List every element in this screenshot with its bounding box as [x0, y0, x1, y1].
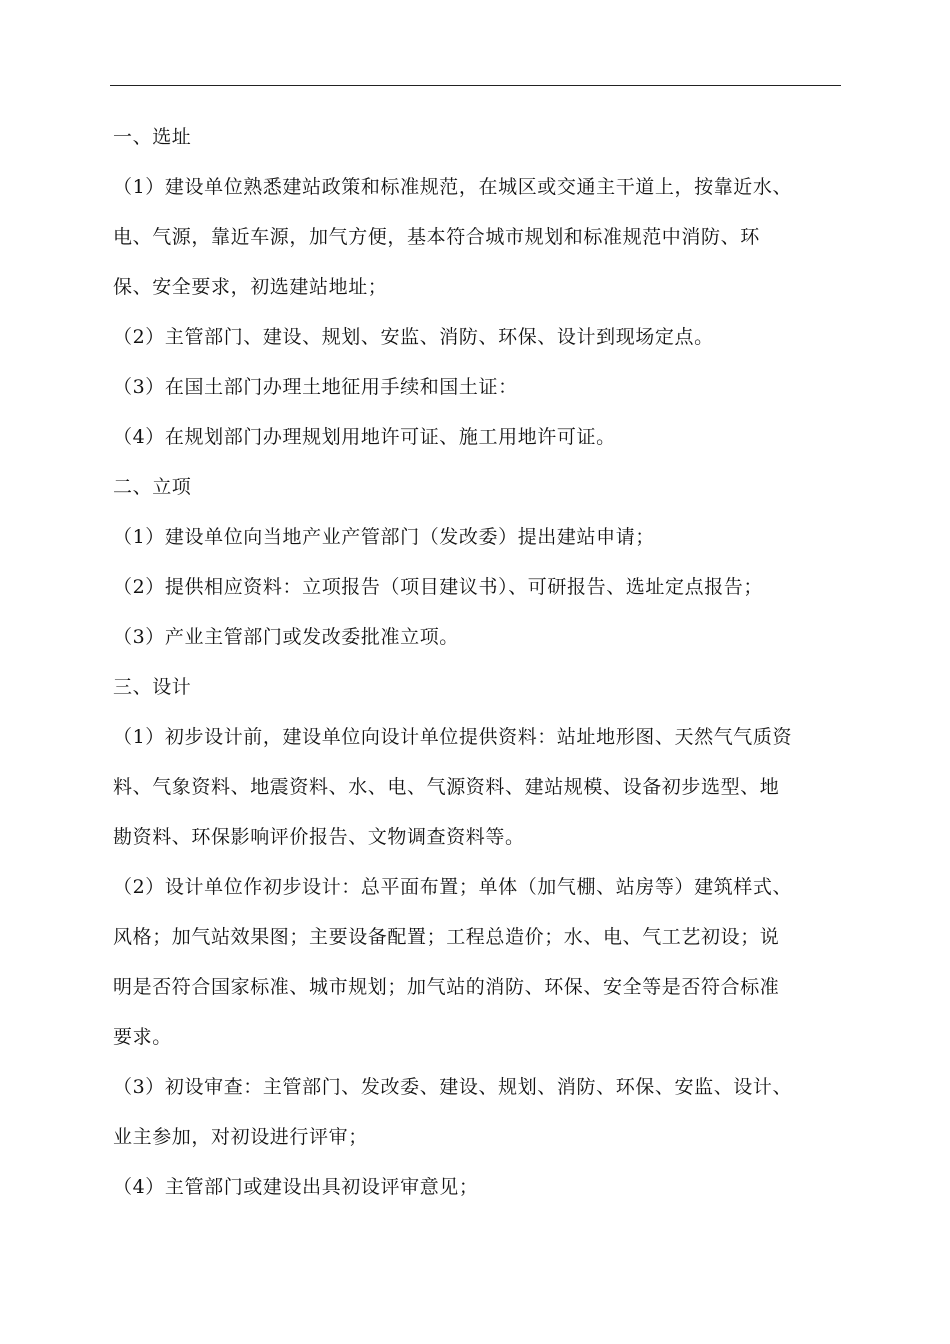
paragraph: （2）主管部门、建设、规划、安监、消防、环保、设计到现场定点。: [113, 326, 714, 348]
section-heading: 一、选址: [113, 126, 192, 148]
paragraph: （3）产业主管部门或发改委批准立项。: [113, 626, 459, 648]
paragraph: （4）主管部门或建设出具初设评审意见；: [113, 1176, 479, 1198]
section-project-approval: [113, 462, 838, 662]
paragraph: （3）初设审查：主管部门、发改委、建设、规划、消防、环保、安监、设计、 业主参加，对初设进行评审；: [113, 1076, 793, 1148]
paragraph: （4）在规划部门办理规划用地许可证、施工用地许可证。: [113, 426, 616, 448]
paragraph: （1）初步设计前，建设单位向设计单位提供资料：站址地形图、天然气气质资 料、气象资料、地震资料、水、电、气源资料、建站规模、设备初步选型、地 勘资料、环保影响评价报告、文物调查资料等。: [113, 726, 793, 848]
header-rule: [110, 85, 841, 86]
paragraph: （2）设计单位作初步设计：总平面布置；单体（加气棚、站房等）建筑样式、 风格；加气站效果图；主要设备配置；工程总造价；水、电、气工艺初设；说 明是否符合国家标准、城市规划；加气站的消防、环保、安全等是否符合标准 要求。: [113, 876, 793, 1048]
paragraph: （1）建设单位熟悉建站政策和标准规范，在城区或交通主干道上，按靠近水、 电、气源，靠近车源，加气方便，基本符合城市规划和标准规范中消防、环 保、安全要求，初选建站地址；: [113, 176, 793, 298]
section-heading: 三、设计: [113, 676, 192, 698]
document-body: [113, 112, 838, 1212]
section-site-selection: [113, 112, 838, 462]
section-heading: 二、立项: [113, 476, 192, 498]
paragraph: （3）在国土部门办理土地征用手续和国土证：: [113, 376, 518, 398]
paragraph: （2）提供相应资料：立项报告（项目建议书）、可研报告、选址定点报告；: [113, 576, 763, 598]
paragraph: （1）建设单位向当地产业产管部门（发改委）提出建站申请；: [113, 526, 655, 548]
section-design: [113, 662, 838, 1212]
